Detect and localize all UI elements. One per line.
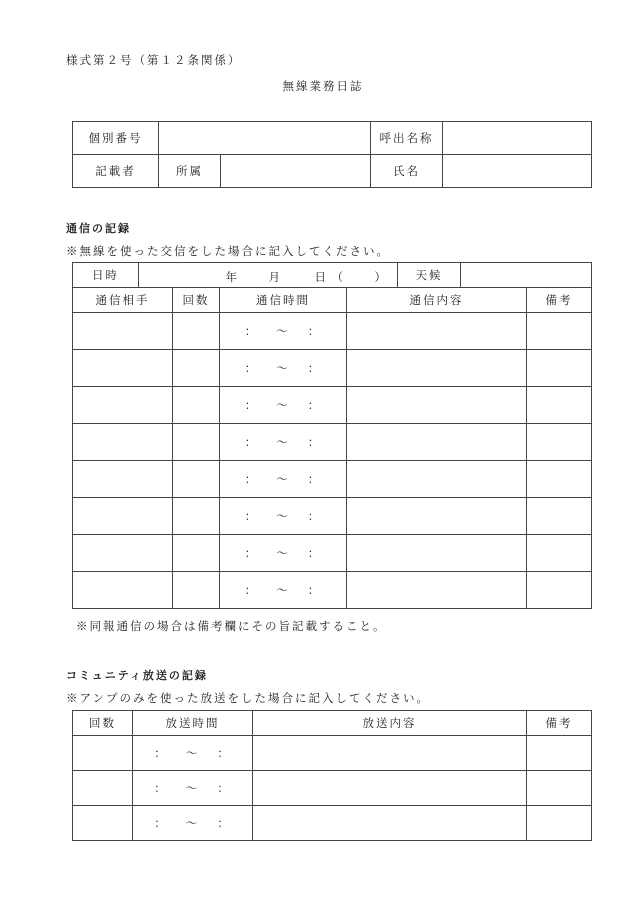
date-label: 日時 [73,263,139,288]
col-time: 通信時間 [220,288,347,313]
partner-cell[interactable] [73,350,173,387]
count-cell[interactable] [173,424,220,461]
remarks-cell[interactable] [527,424,592,461]
page-title: 無線業務日誌 [282,79,364,93]
col-count: 回数 [173,288,220,313]
bc-content-cell[interactable] [253,771,527,806]
content-cell[interactable] [347,535,527,572]
call-name-field[interactable] [443,122,592,155]
affiliation-label: 所属 [159,155,221,188]
comm-row [73,350,592,387]
count-cell[interactable] [173,313,220,350]
partner-cell[interactable] [73,498,173,535]
time-cell[interactable] [220,461,347,498]
partner-cell[interactable] [73,387,173,424]
date-year: 年 [225,269,239,284]
time-tilde: 〜 [276,546,290,560]
header-table [72,121,592,188]
comm-section-heading: 通信の記録 [66,222,131,235]
time-cell[interactable] [133,806,253,841]
name-label: 氏名 [371,155,443,188]
time-colon: ： [307,324,322,338]
count-cell[interactable] [173,498,220,535]
remarks-cell[interactable] [527,572,592,609]
time-cell[interactable] [220,572,347,609]
content-cell[interactable] [347,498,527,535]
time-colon: ： [307,361,322,375]
broadcast-instruction: ※アンプのみを使った放送をした場合に記入してください。 [66,691,431,705]
time-colon: ： [154,746,168,760]
time-colon: ： [307,546,322,560]
date-field[interactable] [139,263,398,288]
content-cell[interactable] [347,424,527,461]
content-cell[interactable] [347,387,527,424]
comm-note: ※同報通信の場合は備考欄にその旨記載すること。 [76,619,387,633]
time-colon: ： [154,816,168,830]
bc-content-cell[interactable] [253,806,527,841]
time-colon: ： [244,472,259,486]
remarks-cell[interactable] [527,387,592,424]
col-remarks: 備考 [527,288,592,313]
content-cell[interactable] [347,572,527,609]
time-colon: ： [307,583,322,597]
bc-content-cell[interactable] [253,736,527,771]
date-paren-close: ） [374,269,388,284]
col-partner: 通信相手 [73,288,173,313]
form-id: 様式第２号（第１２条関係） [66,53,242,67]
count-cell[interactable] [173,572,220,609]
time-tilde: 〜 [276,324,290,338]
count-cell[interactable] [173,535,220,572]
time-colon: ： [217,816,231,830]
id-number-label: 個別番号 [73,122,159,155]
remarks-cell[interactable] [527,498,592,535]
comm-row [73,313,592,350]
time-colon: ： [244,324,259,338]
time-colon: ： [307,472,322,486]
content-cell[interactable] [347,461,527,498]
date-day: 日 [314,269,328,284]
time-tilde: 〜 [276,435,290,449]
bc-col-time: 放送時間 [133,711,253,736]
broadcast-row [73,771,592,806]
remarks-cell[interactable] [527,350,592,387]
weather-field[interactable] [461,263,592,288]
time-colon: ： [217,746,231,760]
count-cell[interactable] [173,387,220,424]
partner-cell[interactable] [73,535,173,572]
bc-col-content: 放送内容 [253,711,527,736]
bc-remarks-cell[interactable] [527,771,592,806]
comm-row [73,498,592,535]
comm-instruction: ※無線を使った交信をした場合に記入してください。 [66,244,390,258]
time-colon: ： [244,361,259,375]
remarks-cell[interactable] [527,313,592,350]
time-cell[interactable] [133,736,253,771]
time-cell[interactable] [220,535,347,572]
date-paren-open: （ [331,269,345,284]
content-cell[interactable] [347,313,527,350]
count-cell[interactable] [173,350,220,387]
time-cell[interactable] [220,424,347,461]
time-colon: ： [244,509,259,523]
bc-col-count: 回数 [73,711,133,736]
count-cell[interactable] [173,461,220,498]
col-content: 通信内容 [347,288,527,313]
partner-cell[interactable] [73,572,173,609]
time-tilde: 〜 [276,361,290,375]
bc-count-cell[interactable] [73,771,133,806]
bc-count-cell[interactable] [73,736,133,771]
affiliation-field[interactable] [221,155,371,188]
time-colon: ： [244,435,259,449]
bc-col-remarks: 備考 [527,711,592,736]
bc-count-cell[interactable] [73,806,133,841]
comm-row [73,387,592,424]
weather-label: 天候 [398,263,461,288]
time-tilde: 〜 [276,509,290,523]
time-colon: ： [244,546,259,560]
comm-row [73,572,592,609]
time-tilde: 〜 [185,781,200,795]
time-cell[interactable] [133,771,253,806]
comm-row [73,461,592,498]
time-cell[interactable] [220,350,347,387]
bc-remarks-cell[interactable] [527,806,592,841]
broadcast-table [72,710,592,841]
call-name-label: 呼出名称 [371,122,443,155]
remarks-cell[interactable] [527,461,592,498]
time-colon: ： [307,509,322,523]
name-field[interactable] [443,155,592,188]
time-tilde: 〜 [276,472,290,486]
remarks-cell[interactable] [527,535,592,572]
bc-remarks-cell[interactable] [527,736,592,771]
content-cell[interactable] [347,350,527,387]
time-tilde: 〜 [185,816,200,830]
broadcast-section-heading: コミュニティ放送の記録 [66,669,208,682]
partner-cell[interactable] [73,424,173,461]
time-cell[interactable] [220,313,347,350]
time-tilde: 〜 [276,583,290,597]
broadcast-row [73,736,592,771]
time-tilde: 〜 [185,746,200,760]
partner-cell[interactable] [73,461,173,498]
comm-row [73,535,592,572]
comm-table [72,262,592,609]
time-colon: ： [307,398,322,412]
broadcast-row [73,806,592,841]
comm-row [73,424,592,461]
partner-cell[interactable] [73,313,173,350]
time-tilde: 〜 [276,398,290,412]
time-colon: ： [154,781,168,795]
time-cell[interactable] [220,498,347,535]
time-colon: ： [244,583,259,597]
id-number-field[interactable] [159,122,371,155]
time-colon: ： [307,435,322,449]
date-month: 月 [268,269,282,284]
time-colon: ： [217,781,231,795]
recorder-label: 記載者 [73,155,159,188]
time-cell[interactable] [220,387,347,424]
time-colon: ： [244,398,259,412]
